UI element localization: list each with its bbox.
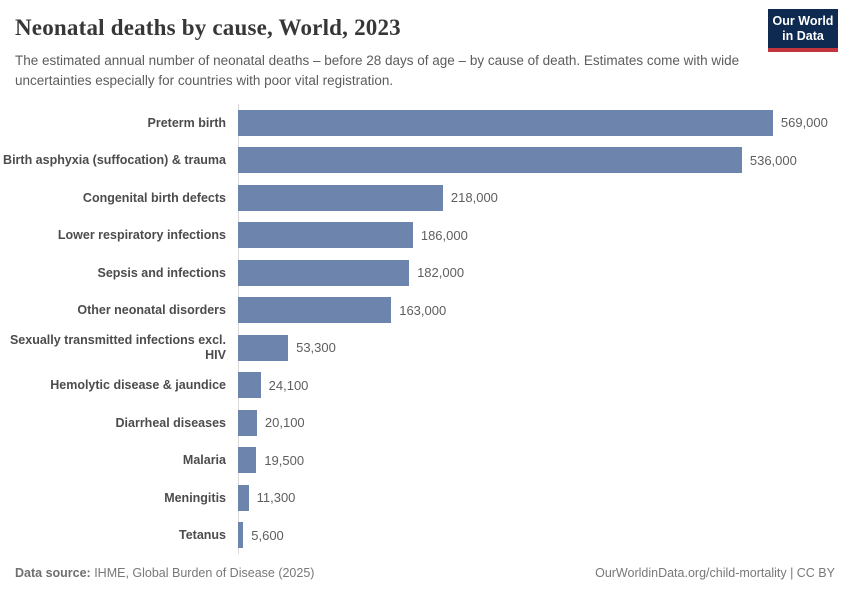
category-label: Meningitis (164, 490, 226, 505)
category-label: Birth asphyxia (suffocation) & trauma (3, 153, 226, 168)
bar-row (0, 479, 850, 517)
chart-subtitle: The estimated annual number of neonatal deaths – before 28 days of age – by cause of death. Estimates come with wide uncertainties especially for countries with poor vital registration. (15, 52, 740, 88)
value-label: 20,100 (264, 415, 305, 431)
bar[interactable] (238, 485, 249, 511)
category-label: Sepsis and infections (97, 265, 226, 280)
bar[interactable] (238, 335, 288, 361)
bar[interactable] (238, 522, 243, 548)
bar-row (0, 404, 850, 442)
value-label: 218,000 (450, 190, 498, 206)
bar-row (0, 329, 850, 367)
bar-row (0, 142, 850, 180)
value-label: 536,000 (749, 152, 797, 168)
category-label: Malaria (182, 453, 226, 468)
bar[interactable] (238, 260, 409, 286)
bar[interactable] (238, 185, 443, 211)
bar-area (238, 260, 850, 286)
bar-area (238, 372, 850, 398)
bar-area (238, 485, 850, 511)
bar[interactable] (238, 297, 391, 323)
chart-title: Neonatal deaths by cause, World, 2023 (15, 15, 401, 40)
bar-row (0, 367, 850, 405)
bar-rows-container (0, 104, 850, 554)
value-label: 569,000 (780, 115, 828, 131)
category-label: Tetanus (179, 528, 226, 543)
bar-row (0, 179, 850, 217)
bar-row (0, 104, 850, 142)
bar[interactable] (238, 222, 413, 248)
owid-logo-line2: in Data (782, 29, 824, 43)
data-source-label: Data source: (15, 566, 91, 580)
category-label: Other neonatal disorders (77, 303, 226, 318)
owid-logo[interactable] (768, 9, 838, 52)
bar-area (238, 222, 850, 248)
bar-row (0, 254, 850, 292)
bar-row (0, 517, 850, 555)
bar-area (238, 447, 850, 473)
chart-footer (0, 566, 850, 580)
category-label: Lower respiratory infections (57, 228, 226, 243)
value-label: 5,600 (251, 527, 284, 543)
bar-area (238, 522, 850, 548)
bar-area (238, 147, 850, 173)
bar[interactable] (238, 372, 261, 398)
bar-area (238, 185, 850, 211)
value-label: 19,500 (264, 452, 305, 468)
bar-row (0, 292, 850, 330)
bar[interactable] (238, 147, 742, 173)
value-label: 182,000 (417, 265, 465, 281)
bar-chart (0, 104, 850, 554)
value-label: 53,300 (296, 340, 336, 356)
value-label: 11,300 (256, 490, 296, 506)
chart-header (0, 14, 850, 91)
value-label: 186,000 (420, 227, 468, 243)
category-label: Congenital birth defects (82, 190, 226, 205)
bar-row (0, 442, 850, 480)
bar-area (238, 335, 850, 361)
bar[interactable] (238, 410, 257, 436)
category-label: Diarrheal diseases (115, 415, 226, 430)
bar[interactable] (238, 110, 773, 136)
data-source (15, 566, 314, 580)
value-label: 163,000 (399, 302, 447, 318)
bar-row (0, 217, 850, 255)
category-label: Preterm birth (147, 115, 226, 130)
value-label: 24,100 (268, 377, 309, 393)
bar-area (238, 297, 850, 323)
category-label: Sexually transmitted infections excl. HIV (9, 333, 226, 362)
data-source-value: IHME, Global Burden of Disease (2025) (90, 566, 315, 580)
bar[interactable] (238, 447, 256, 473)
bar-area (238, 110, 850, 136)
owid-logo-line1: Our World (772, 14, 834, 28)
bar-area (238, 410, 850, 436)
category-label: Hemolytic disease & jaundice (50, 378, 226, 393)
footer-attribution-link[interactable]: OurWorldinData.org/child-mortality | CC BY (595, 566, 835, 580)
